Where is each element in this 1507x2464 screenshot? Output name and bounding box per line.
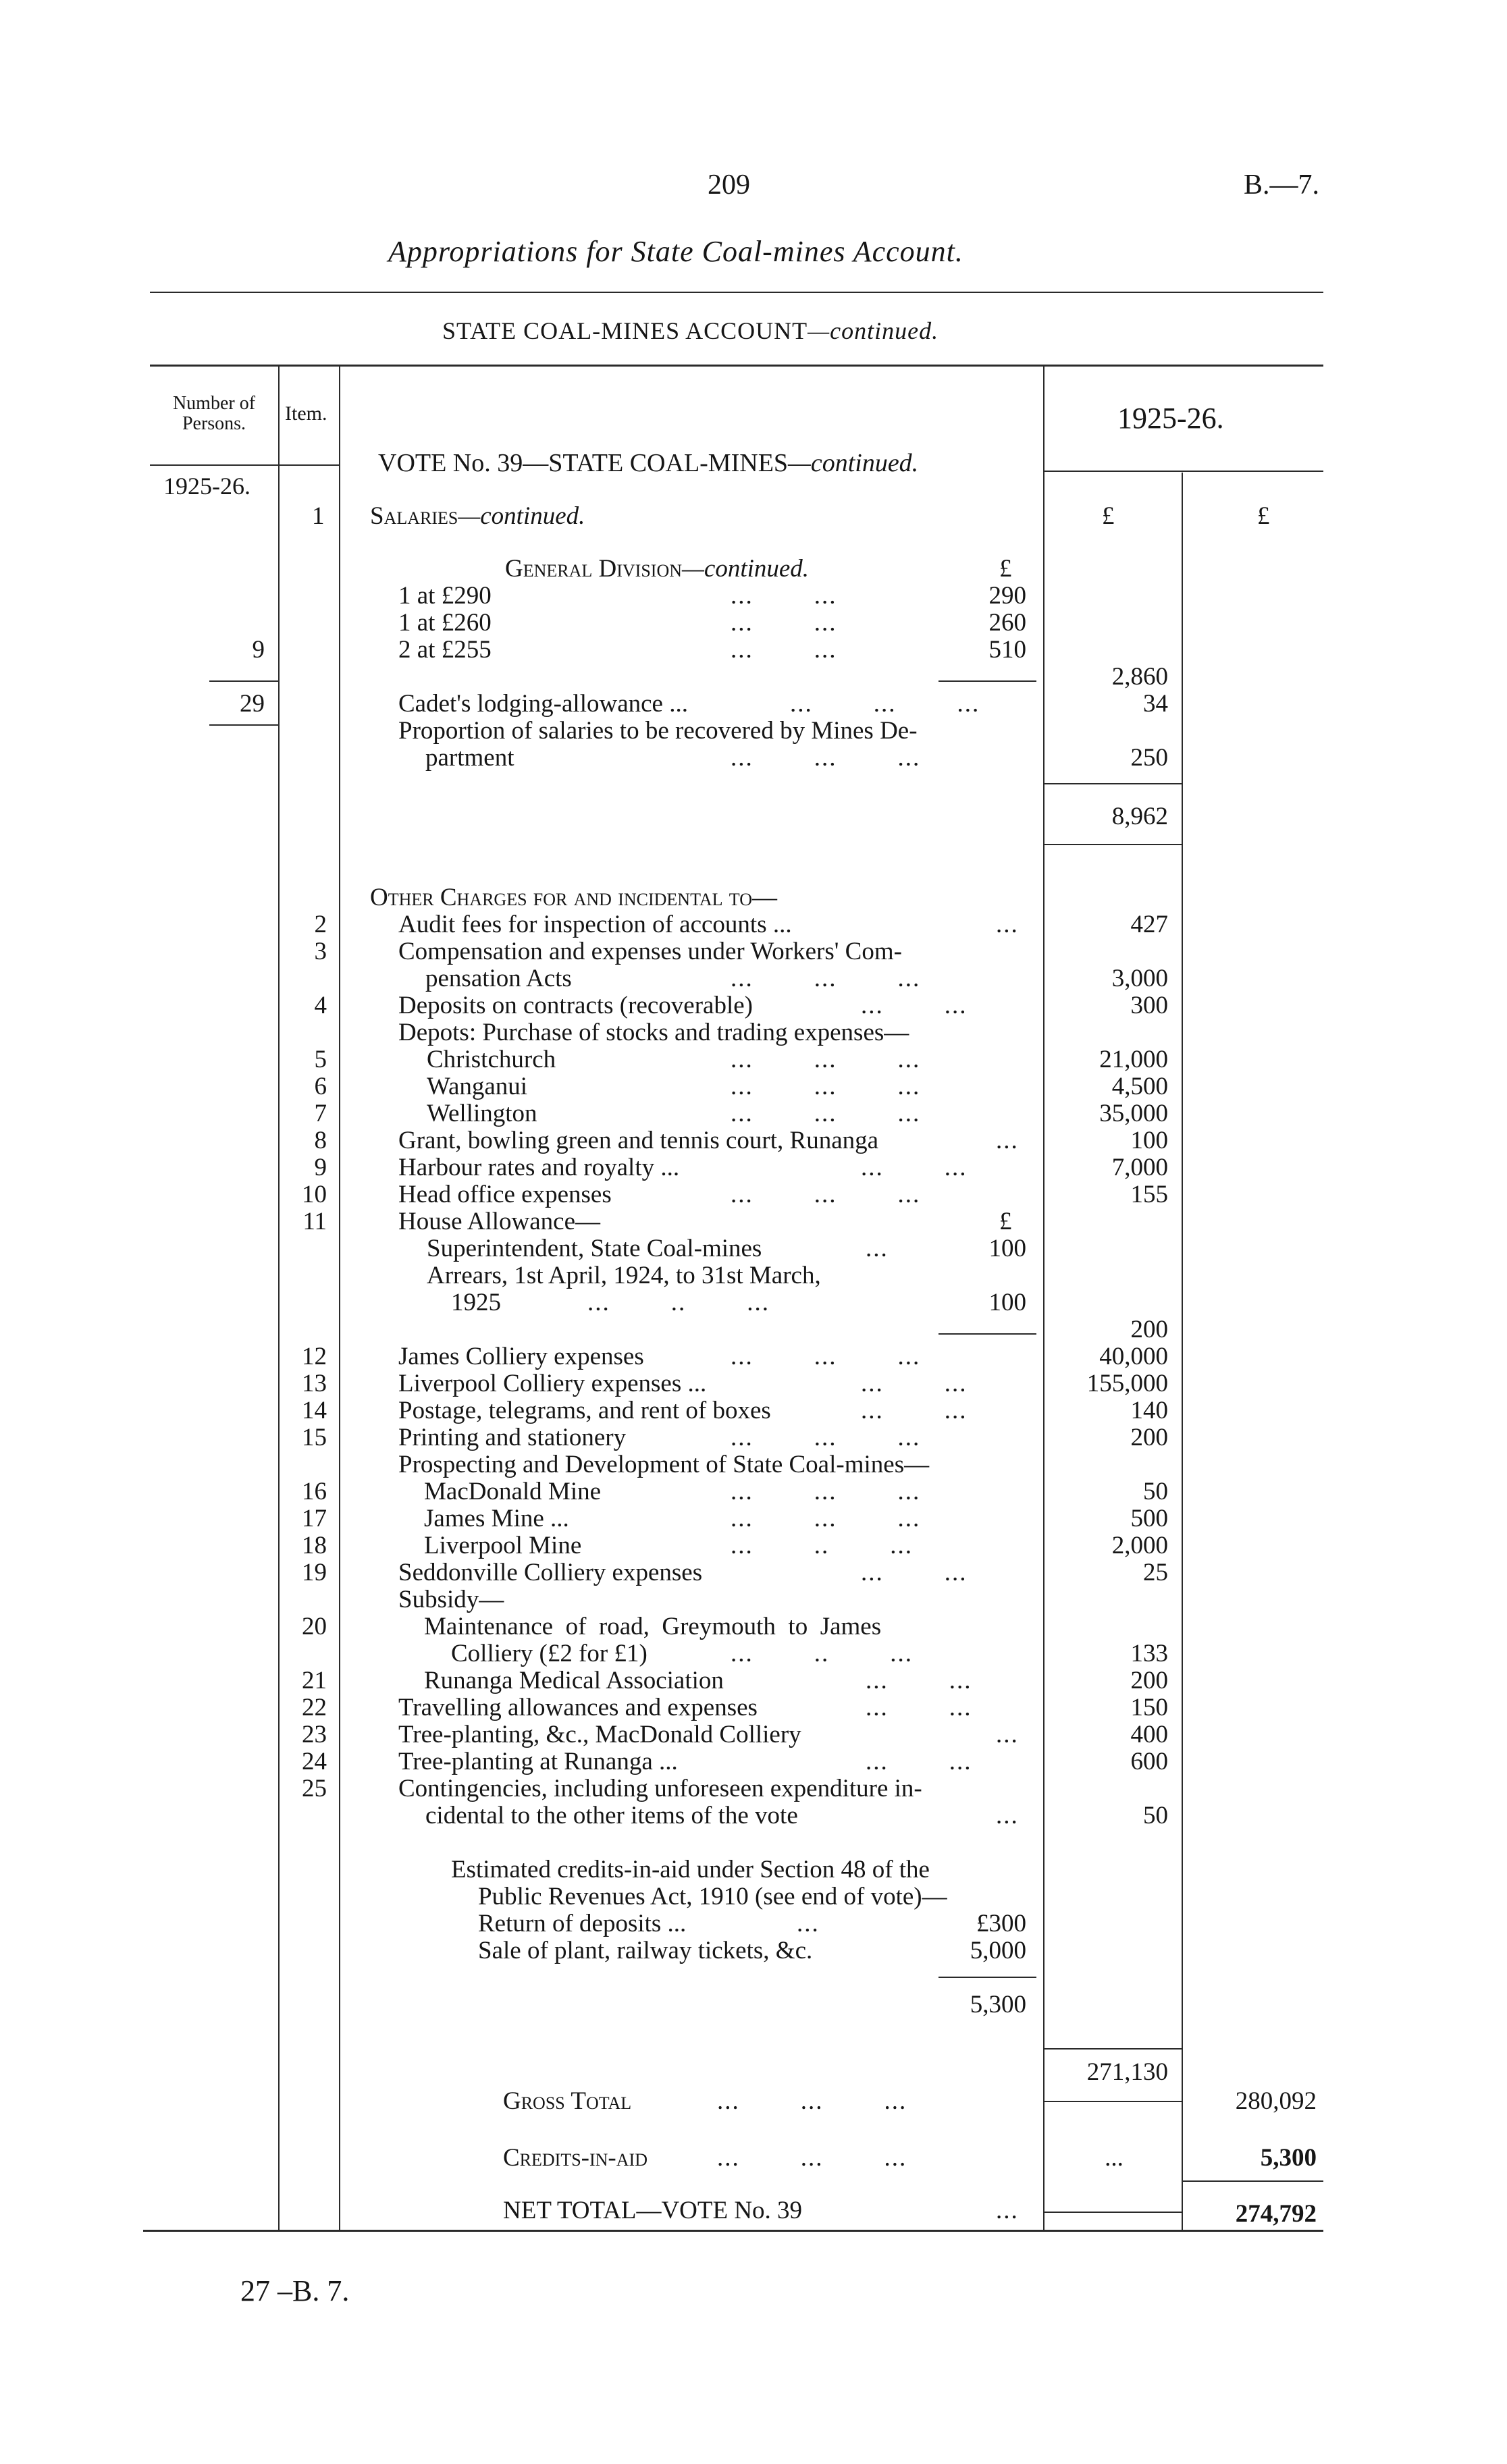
charge-item-number: 12 [302, 1343, 327, 1370]
charge-item-number: 19 [302, 1559, 327, 1586]
column-rule-amount1 [1043, 367, 1045, 2230]
page-title: Appropriations for State Coal-mines Account. [388, 235, 963, 268]
prospect-amount: 50 [1143, 1478, 1168, 1505]
prospect-amount: 500 [1130, 1505, 1168, 1532]
header-rule-persons [150, 464, 278, 466]
column-rule-persons [278, 367, 280, 2230]
salary-row-amount: 510 [988, 636, 1026, 664]
salary-row-label: 1 at £290 [398, 582, 492, 610]
charge-item-number: 4 [314, 992, 327, 1019]
charge-dots: ... ... [866, 1694, 972, 1721]
charge-amount: 600 [1130, 1748, 1168, 1775]
charge-amount: 7,000 [1111, 1154, 1168, 1181]
charge-label: Travelling allowances and expenses [398, 1694, 758, 1721]
salary-row-dots: ... ... [731, 582, 837, 610]
charge-dots: ... [996, 911, 1019, 938]
sale-of-plant-amount: 5,000 [970, 1937, 1026, 1964]
charge-amount: 150 [1130, 1694, 1168, 1721]
house-arrears-dots: ... .. ... [587, 1289, 770, 1316]
recovered-salaries-amount: 250 [1130, 744, 1168, 772]
charge-amount: 100 [1130, 1127, 1168, 1154]
header-item: Item. [285, 402, 327, 425]
net-total-amount: 274,792 [1235, 2200, 1317, 2228]
contingencies-dots: ... [996, 1802, 1019, 1829]
depot-label: Christchurch [427, 1046, 556, 1073]
depot-dots: ... ... ... [731, 1100, 921, 1127]
charge-item-number: 10 [302, 1181, 327, 1208]
charge-label: Postage, telegrams, and rent of boxes [398, 1397, 771, 1424]
subsidy-label: Maintenance of road, Greymouth to James [424, 1613, 882, 1640]
charge-item-number: 13 [302, 1370, 327, 1397]
pound-sub-header: £ [999, 555, 1012, 583]
house-pound-header: £ [999, 1208, 1012, 1235]
gross-total-amount: 280,092 [1235, 2087, 1317, 2115]
cadet-allowance-amount: 34 [1143, 690, 1168, 718]
salaries-heading-suffix: —continued. [458, 502, 585, 530]
charge-item-number: 15 [302, 1424, 327, 1451]
prospect-label: MacDonald Mine [424, 1478, 602, 1505]
credits-in-aid-label: Credits-in-aid [503, 2144, 647, 2172]
salary-subtotal: 2,860 [1111, 663, 1168, 691]
account-heading-suffix: —continued. [808, 317, 939, 344]
charge-amount: 140 [1130, 1397, 1168, 1424]
charge-label: Head office expenses [398, 1181, 612, 1208]
charge-dots: ... ... [861, 1559, 968, 1586]
depot-label: Wellington [427, 1100, 537, 1127]
subsidy-item-number: 20 [302, 1613, 327, 1640]
salary-row-label: 1 at £260 [398, 609, 492, 637]
prospect-dots: ... ... ... [731, 1478, 921, 1505]
charge-label: Deposits on contracts (recoverable) [398, 992, 753, 1019]
account-heading-text: STATE COAL-MINES ACCOUNT [442, 317, 808, 344]
house-superintendent-amount: 100 [988, 1235, 1026, 1262]
prospect-dots: ... .. ... [731, 1532, 913, 1559]
depot-amount: 35,000 [1099, 1100, 1168, 1127]
credits-subtotal-rule [938, 1977, 1036, 1978]
page-number: 209 [708, 169, 750, 200]
charge-label: Tree-planting at Runanga ... [398, 1748, 678, 1775]
contingencies-label-continued: cidental to the other items of the vote [425, 1802, 798, 1829]
house-superintendent-label: Superintendent, State Coal-mines [427, 1235, 762, 1262]
subsidy-amount: 200 [1130, 1667, 1168, 1694]
charge-item-number: 2 [314, 911, 327, 938]
depot-label: Wanganui [427, 1073, 528, 1100]
net-total-label: NET TOTAL—VOTE No. 39 [503, 2197, 803, 2224]
salary-row-amount: 290 [988, 582, 1026, 610]
contingencies-label: Contingencies, including unforeseen expenditure in- [398, 1775, 922, 1802]
persons-total-rule [209, 724, 278, 726]
account-heading [442, 317, 938, 344]
charges-total: 271,130 [1086, 2058, 1168, 2086]
house-subtotal-rule [938, 1333, 1036, 1335]
depot-dots: ... ... ... [731, 1073, 921, 1100]
subsidy-dots: ... .. ... [731, 1640, 913, 1667]
depot-item-number: 6 [314, 1073, 327, 1100]
salaries-total-rule-top [1045, 783, 1182, 784]
cadet-allowance-dots: ... ... ... [790, 690, 980, 718]
prospecting-heading: Prospecting and Development of State Coal-mines— [398, 1451, 930, 1478]
sale-of-plant-label: Sale of plant, railway tickets, &c. [478, 1937, 813, 1964]
salary-subtotal-rule [938, 680, 1036, 682]
depot-item-number: 7 [314, 1100, 327, 1127]
salaries-total-rule-bottom [1045, 844, 1182, 845]
header-rule-item [280, 464, 339, 466]
charge-item-number: 23 [302, 1721, 327, 1748]
charge-amount: 155,000 [1086, 1370, 1168, 1397]
title-rule [150, 292, 1323, 293]
charge-dots: ... ... [861, 1397, 968, 1424]
charge-label: Tree-planting, &c., MacDonald Colliery [398, 1721, 801, 1748]
salaries-total: 8,962 [1111, 803, 1168, 830]
credits-estimate-label2: Public Revenues Act, 1910 (see end of vote)— [478, 1883, 947, 1910]
header-year: 1925-26. [1117, 402, 1224, 435]
credits-estimate-label: Estimated credits-in-aid under Section 48 of the [451, 1856, 930, 1883]
document-reference: B.—7. [1244, 169, 1320, 200]
header-number-of-persons: Number of Persons. [172, 393, 256, 434]
subsidy-label-continued: Colliery (£2 for £1) [451, 1640, 647, 1667]
return-deposits-amount: £300 [976, 1910, 1026, 1937]
column-rule-item [339, 367, 340, 2230]
charge-amount: 40,000 [1099, 1343, 1168, 1370]
prospect-dots: ... ... ... [731, 1505, 921, 1532]
charge-amount: 155 [1130, 1181, 1168, 1208]
charge-dots: ... ... [861, 992, 968, 1019]
charge-item-number: 24 [302, 1748, 327, 1775]
credits-in-aid-amount: 5,300 [1260, 2144, 1317, 2172]
subsidy-amount: 133 [1130, 1640, 1168, 1667]
general-division-suffix: —continued. [682, 555, 810, 583]
charge-dots: ... [996, 1127, 1019, 1154]
house-item-number: 11 [302, 1208, 327, 1235]
charge-dots: ... ... ... [731, 1181, 921, 1208]
charge-dots: ... ... ... [731, 1343, 921, 1370]
charge-dots: ... ... [866, 1748, 972, 1775]
gross-total-dots: ... ... ... [717, 2087, 907, 2115]
credits-in-aid-col1: ... [1105, 2144, 1123, 2172]
other-charges-heading: Other Charges for and incidental to— [370, 884, 777, 911]
charge-dots: ... [996, 1721, 1019, 1748]
charge-item-number: 14 [302, 1397, 327, 1424]
charge-label-continued: pensation Acts [425, 965, 572, 992]
depot-amount: 21,000 [1099, 1046, 1168, 1073]
prospect-item-number: 17 [302, 1505, 327, 1532]
charge-dots: ... ... ... [731, 965, 921, 992]
pound-header-col2: £ [1257, 502, 1270, 530]
depot-amount: 4,500 [1111, 1073, 1168, 1100]
vote-title-suffix: —continued. [788, 449, 919, 477]
charge-label: Liverpool Colliery expenses ... [398, 1370, 707, 1397]
general-division-text: General Division [505, 555, 682, 583]
charge-dots: ... ... ... [731, 1424, 921, 1451]
charge-dots: ... ... [861, 1154, 968, 1181]
salaries-heading-text: Salaries [370, 502, 458, 530]
salary-row-amount: 260 [988, 609, 1026, 637]
subsidy-item-number: 21 [302, 1667, 327, 1694]
charge-amount: 400 [1130, 1721, 1168, 1748]
charge-item-number: 9 [314, 1154, 327, 1181]
contingencies-item-number: 25 [302, 1775, 327, 1802]
house-allowance-heading: House Allowance— [398, 1208, 601, 1235]
charge-label: Compensation and expenses under Workers' Com- [398, 938, 902, 965]
header-year-rule [1045, 471, 1323, 472]
charge-dots: ... ... [861, 1370, 968, 1397]
charge-amount: 25 [1143, 1559, 1168, 1586]
prospect-item-number: 18 [302, 1532, 327, 1559]
return-deposits-label: Return of deposits ... [478, 1910, 687, 1937]
house-superintendent-dots: ... [866, 1235, 889, 1262]
credits-subtotal: 5,300 [970, 1991, 1026, 2018]
charge-item-number: 22 [302, 1694, 327, 1721]
charge-amount: 300 [1130, 992, 1168, 1019]
charge-item-number: 8 [314, 1127, 327, 1154]
recovered-salaries-label2: partment [425, 744, 514, 772]
depot-dots: ... ... ... [731, 1046, 921, 1073]
recovered-salaries-label: Proportion of salaries to be recovered by Mines De- [398, 717, 918, 745]
vote-title [378, 450, 918, 477]
subsidy-dots: ... ... [866, 1667, 972, 1694]
charge-amount: 427 [1130, 911, 1168, 938]
depots-heading: Depots: Purchase of stocks and trading expenses— [398, 1019, 909, 1046]
salaries-item-number: 1 [312, 502, 325, 530]
footer-signature: 27 –B. 7. [240, 2274, 350, 2307]
charge-label: Audit fees for inspection of accounts ... [398, 911, 792, 938]
prospect-amount: 2,000 [1111, 1532, 1168, 1559]
house-arrears-label: Arrears, 1st April, 1924, to 31st March, [427, 1262, 821, 1289]
table-top-rule [150, 365, 1323, 367]
net-total-dots: ... [996, 2197, 1019, 2224]
cadet-allowance-label: Cadet's lodging-allowance ... [398, 690, 688, 718]
credits-in-aid-dots: ... ... ... [717, 2144, 907, 2172]
net-total-rule-top [1183, 2180, 1323, 2182]
charge-amount: 3,000 [1111, 965, 1168, 992]
persons-total: 29 [240, 690, 265, 718]
persons-subtotal-rule [209, 680, 278, 682]
persons-year: 1925-26. [163, 473, 250, 500]
column-rule-amount2 [1182, 473, 1183, 2230]
net-total-rule-col1 [1045, 2212, 1182, 2213]
vote-title-text: VOTE No. 39—STATE COAL-MINES [378, 449, 789, 477]
house-allowance-total: 200 [1130, 1316, 1168, 1343]
charge-label: Printing and stationery [398, 1424, 627, 1451]
charge-label: Harbour rates and royalty ... [398, 1154, 680, 1181]
house-arrears-label2: 1925 [451, 1289, 501, 1316]
salaries-heading [370, 503, 585, 530]
depot-item-number: 5 [314, 1046, 327, 1073]
charges-total-rule [1045, 2048, 1182, 2050]
contingencies-amount: 50 [1143, 1802, 1168, 1829]
prospect-item-number: 16 [302, 1478, 327, 1505]
charge-label: James Colliery expenses [398, 1343, 644, 1370]
salary-row-dots: ... ... [731, 636, 837, 664]
house-arrears-amount: 100 [988, 1289, 1026, 1316]
prospect-label: Liverpool Mine [424, 1532, 582, 1559]
subsidy-label: Runanga Medical Association [424, 1667, 724, 1694]
salary-row-label: 2 at £255 [398, 636, 492, 664]
charge-amount: 200 [1130, 1424, 1168, 1451]
general-division-heading [505, 556, 809, 583]
return-deposits-dots: ... [797, 1910, 820, 1937]
recovered-salaries-dots: ... ... ... [731, 744, 921, 772]
subsidy-heading: Subsidy— [398, 1586, 504, 1613]
charge-item-number: 3 [314, 938, 327, 965]
charge-label: Grant, bowling green and tennis court, Runanga [398, 1127, 879, 1154]
prospect-label: James Mine ... [424, 1505, 569, 1532]
table-bottom-rule [143, 2230, 1323, 2232]
pound-header-col1: £ [1102, 502, 1115, 530]
gross-total-rule-col1 [1045, 2101, 1182, 2102]
charge-label: Seddonville Colliery expenses [398, 1559, 703, 1586]
salary-row-persons: 9 [252, 636, 265, 664]
salary-row-dots: ... ... [731, 609, 837, 637]
gross-total-label: Gross Total [503, 2087, 632, 2115]
